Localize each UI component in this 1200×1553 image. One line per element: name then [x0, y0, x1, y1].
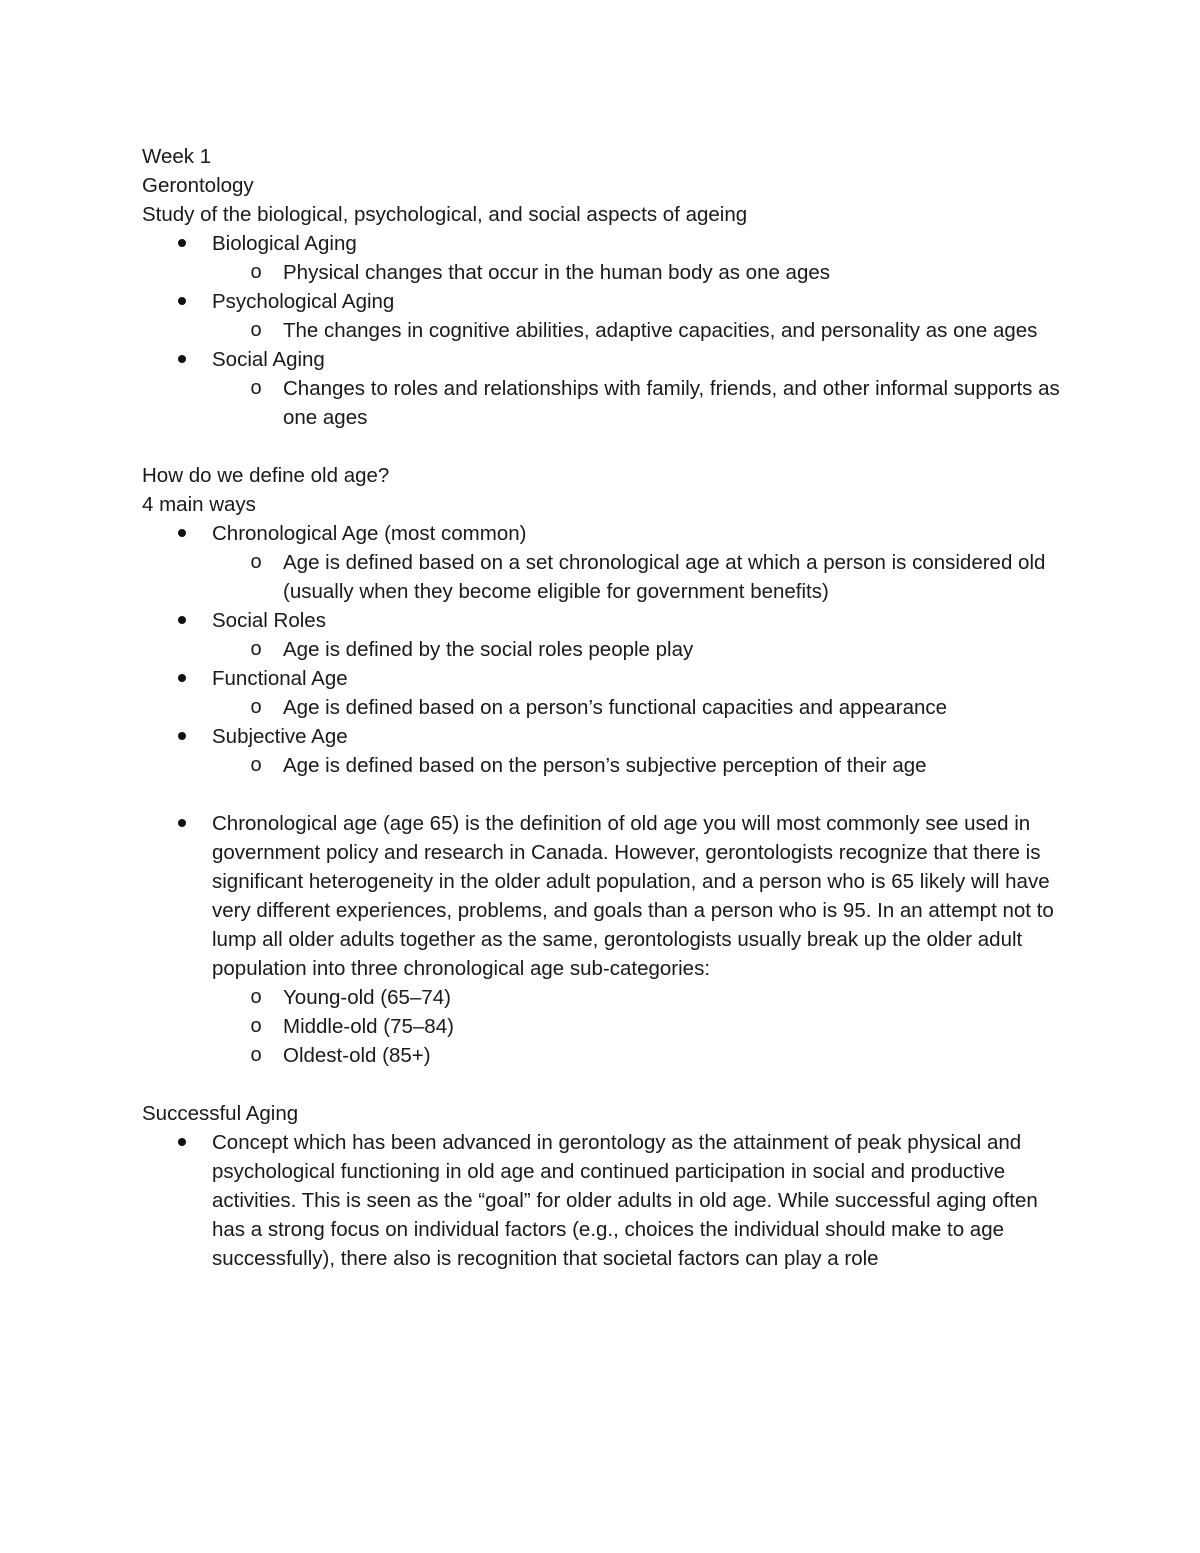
spacer: [142, 432, 1072, 461]
sub-list-item-text: Age is defined based on a set chronological age at which a person is considered old (usually when they become eligible for government benefits): [283, 551, 1046, 603]
list-item: [142, 1128, 1072, 1273]
sub-list-item: [142, 751, 1072, 780]
topic-heading: Gerontology: [142, 174, 254, 197]
sub-list-item: [142, 548, 1072, 606]
sub-list-item: [142, 1041, 1072, 1070]
document-content: [142, 142, 1072, 1273]
bullet-icon: [172, 809, 192, 838]
bullet-icon: [172, 519, 192, 548]
bullet-icon: [172, 664, 192, 693]
successful-aging-heading: Successful Aging: [142, 1102, 299, 1125]
sub-list-item: [142, 316, 1072, 345]
list-item-label: Chronological Age (most common): [212, 522, 527, 545]
definition-text: Study of the biological, psychological, and social aspects of ageing: [142, 203, 748, 226]
bullet-icon: [172, 606, 192, 635]
sub-list-item: [142, 693, 1072, 722]
main-ways-heading: 4 main ways: [142, 493, 256, 516]
list-item: [142, 809, 1072, 983]
sub-list-item-text: Age is defined based on a person’s functional capacities and appearance: [283, 696, 948, 719]
bullet-icon: [172, 287, 192, 316]
list-item: [142, 287, 1072, 316]
old-age-question: How do we define old age?: [142, 464, 390, 487]
sub-bullet-icon: o: [250, 1015, 262, 1037]
sub-bullet-icon: o: [250, 986, 262, 1008]
week-heading: Week 1: [142, 145, 212, 168]
bullet-icon: [172, 722, 192, 751]
list-item: [142, 606, 1072, 635]
list-item: [142, 519, 1072, 548]
spacer: [142, 1070, 1072, 1099]
list-item-label: Functional Age: [212, 667, 348, 690]
list-item: [142, 229, 1072, 258]
sub-list-item-text: Age is defined by the social roles people play: [283, 638, 694, 661]
sub-bullet-icon: o: [250, 377, 262, 399]
sub-bullet-icon: o: [250, 754, 262, 776]
sub-bullet-icon: o: [250, 1044, 262, 1066]
bullet-icon: [172, 345, 192, 374]
sub-list-item: [142, 983, 1072, 1012]
sub-list-item: [142, 374, 1072, 432]
successful-aging-text: Concept which has been advanced in gerontology as the attainment of peak physical and psychological functioning in old age and continued participation in social and productive activities. This is seen as the “goal” for older adults in old age. While successful aging often has a strong focus on individual factors (e.g., choices the individual should make to age successfully), there also is recognition that societal factors can play a role: [212, 1131, 1038, 1270]
subcategory-middle-old: Middle-old (75–84): [283, 1015, 454, 1038]
sub-bullet-icon: o: [250, 696, 262, 718]
sub-list-item-text: Changes to roles and relationships with family, friends, and other informal supports as one ages: [283, 377, 1060, 429]
sub-list-item-text: Physical changes that occur in the human body as one ages: [283, 261, 831, 284]
list-item: [142, 722, 1072, 751]
list-item-label: Social Roles: [212, 609, 326, 632]
sub-list-item-text: The changes in cognitive abilities, adaptive capacities, and personality as one ages: [283, 319, 1038, 342]
sub-bullet-icon: o: [250, 551, 262, 573]
list-item-label: Social Aging: [212, 348, 325, 371]
sub-list-item: [142, 258, 1072, 287]
list-item-label: Subjective Age: [212, 725, 348, 748]
list-item: [142, 345, 1072, 374]
spacer: [142, 780, 1072, 809]
list-item: [142, 664, 1072, 693]
subcategory-oldest-old: Oldest-old (85+): [283, 1044, 431, 1067]
sub-bullet-icon: o: [250, 638, 262, 660]
chronological-note: Chronological age (age 65) is the definition of old age you will most commonly see used in government policy and research in Canada. However, gerontologists recognize that there is significant heterogeneity in the older adult population, and a person who is 65 likely will have very different experiences, problems, and goals than a person who is 95. In an attempt not to lump all older adults together as the same, gerontologists usually break up the older adult population into three chronological age sub-categories:: [212, 812, 1054, 980]
sub-bullet-icon: o: [250, 261, 262, 283]
sub-list-item: [142, 1012, 1072, 1041]
sub-list-item-text: Age is defined based on the person’s subjective perception of their age: [283, 754, 927, 777]
sub-list-item: [142, 635, 1072, 664]
list-item-label: Psychological Aging: [212, 290, 395, 313]
sub-bullet-icon: o: [250, 319, 262, 341]
subcategory-young-old: Young-old (65–74): [283, 986, 451, 1009]
bullet-icon: [172, 1128, 192, 1157]
list-item-label: Biological Aging: [212, 232, 357, 255]
bullet-icon: [172, 229, 192, 258]
